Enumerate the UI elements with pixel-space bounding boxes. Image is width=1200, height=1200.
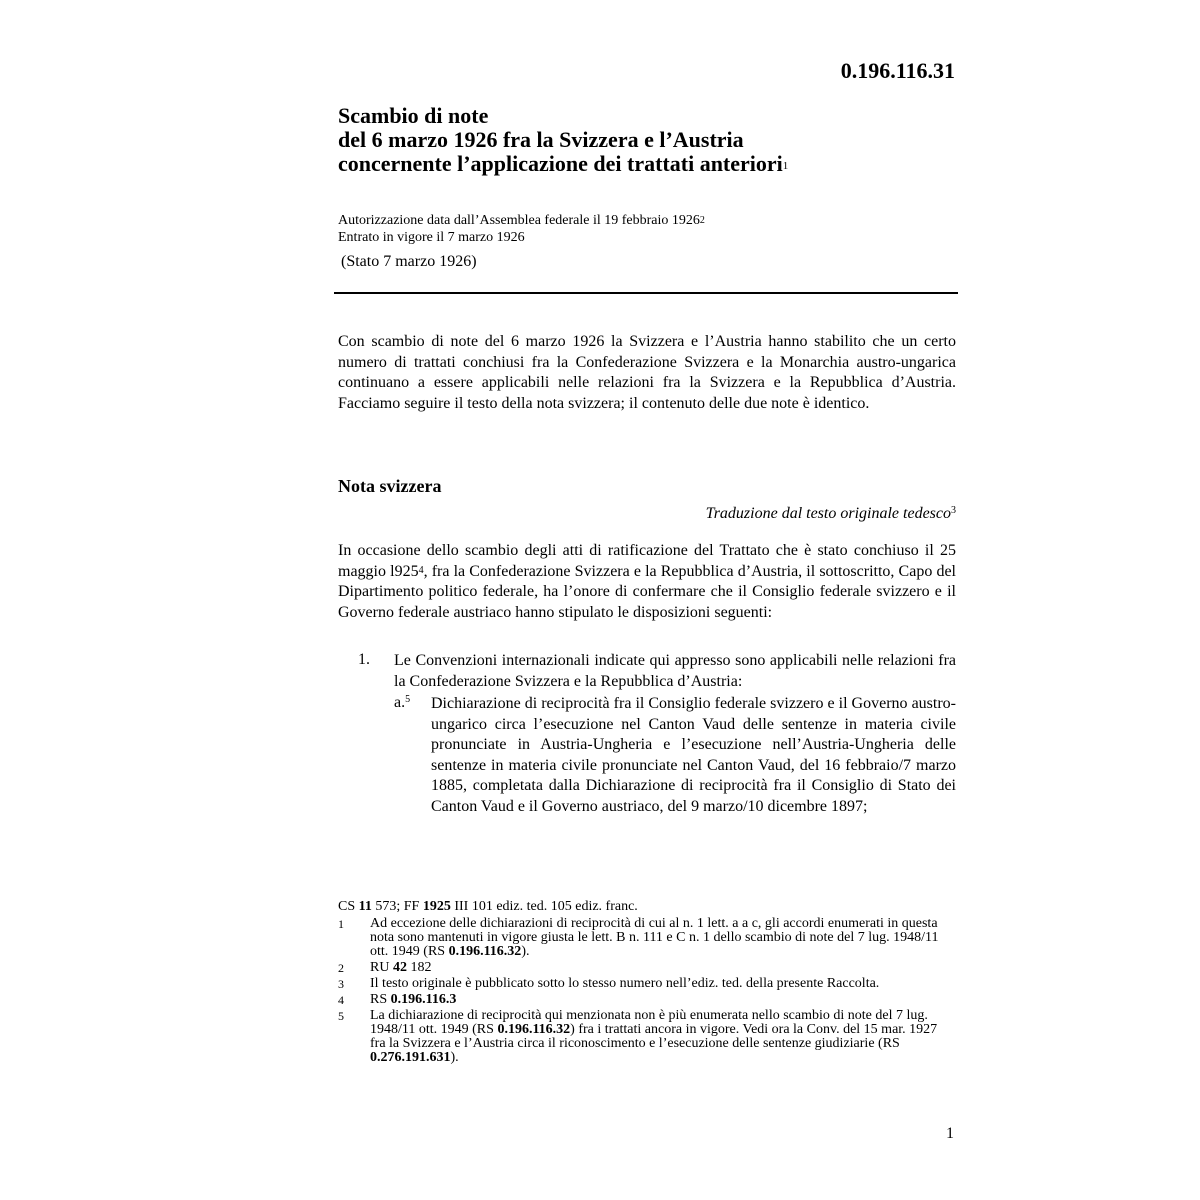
body-paragraph bbox=[338, 541, 956, 623]
item-a-letter-text: a. bbox=[394, 694, 406, 711]
footnote-reference: 0.196.116.32 bbox=[497, 1022, 571, 1037]
footnote-source bbox=[338, 900, 948, 914]
footnote-reference: 42 bbox=[392, 960, 407, 975]
footnote-2 bbox=[338, 961, 948, 975]
item-a-text: Dichiarazione di reciprocità fra il Consiglio federale svizzero e il Governo austro-ungarico circa l’esecuzione nel Canton Vaud delle sentenze in materia civile pronunciate in Austria-Ungheria e l’esecuzione nell’Austria-Ungheria delle sentenze in materia civile pronunciate nel Canton Vaud, del 16 febbraio/7 marzo 1885, completata dalla Dichiarazione di reciprocità fra il Consiglio di Stato dei Canton Vaud e il Governo austriaco, del 9 marzo/10 dicembre 1897; bbox=[431, 695, 956, 815]
item-a-letter bbox=[394, 694, 410, 712]
source-part: III 101 ediz. ted. 105 ediz. franc. bbox=[450, 899, 638, 914]
document-title bbox=[338, 104, 978, 176]
footnote-3 bbox=[338, 977, 948, 991]
footnote-ref-3[interactable]: 3 bbox=[951, 505, 956, 516]
footnote-body: Ad eccezione delle dichiarazioni di reciprocità di cui al n. 1 lett. a a c, gli accordi enumerati in questa nota sono mantenuti in vigore giusta le lett. B n. 111 e C n. 1 dello scambio di note del 7 lug. 1948/11 ott. 1949 (RS bbox=[370, 916, 939, 959]
item-1-text: Le Convenzioni internazionali indicate qui appresso sono applicabili nelle relazioni fra la Confederazione Svizzera e la Repubblica d’Austria: bbox=[394, 652, 956, 690]
footnote-number: 4 bbox=[338, 993, 344, 1007]
authorization-line bbox=[338, 212, 705, 229]
footnote-body: La dichiarazione di reciprocità qui menzionata non è più enumerata nello scambio di note del 7 lug. 1948/11 ott. 1949 (RS bbox=[370, 1008, 928, 1037]
footnote-reference: 0.196.116.3 bbox=[390, 992, 457, 1007]
footnote-body: RS bbox=[370, 992, 391, 1007]
footnote-5 bbox=[338, 1009, 948, 1065]
footnote-number: 2 bbox=[338, 961, 344, 975]
footnote-body: ) fra i trattati ancora in vigore. Vedi ora la Conv. del 15 mar. 1927 fra la Svizzera e l’Austria circa il riconoscimento e l’esecuzione delle sentenze giudiziarie (RS bbox=[370, 1022, 938, 1051]
source-part: 573; FF bbox=[371, 899, 423, 914]
footnote-1 bbox=[338, 917, 948, 959]
footnote-ref-2[interactable]: 2 bbox=[699, 215, 705, 226]
footnote-end: ). bbox=[450, 1050, 459, 1065]
title-line-2: del 6 marzo 1926 fra la Svizzera e l’Austria bbox=[338, 127, 744, 152]
source-part: CS bbox=[338, 899, 359, 914]
header-divider bbox=[334, 292, 958, 294]
intro-paragraph: Con scambio di note del 6 marzo 1926 la Svizzera e l’Austria hanno stabilito che un certo numero di trattati conchiusi fra la Confederazione Svizzera e la Monarchia austro-ungarica continuano a essere applicabili nelle relazioni fra la Svizzera e la Repubblica d’Austria. Facciamo seguire il testo della nota svizzera; il contenuto delle due note è identico. bbox=[338, 333, 956, 412]
footnote-text: Il testo originale è pubblicato sotto lo stesso numero nell’ediz. ted. della presente Raccolta. bbox=[370, 976, 880, 991]
footnote-4 bbox=[338, 993, 948, 1007]
title-line-1: Scambio di note bbox=[338, 103, 489, 128]
body-text-2: , fra la Confederazione Svizzera e la Repubblica d’Austria, il sottoscritto, Capo del Dipartimento politico federale, ha l’onore di confermare che il Consiglio federale svizzero e il Governo federale austriaco hanno stipulato le disposizioni seguenti: bbox=[338, 562, 956, 621]
footnote-reference: 0.196.116.32 bbox=[448, 944, 522, 959]
footnote-ref-4[interactable]: 4 bbox=[418, 564, 424, 576]
footnote-number: 5 bbox=[338, 1009, 344, 1023]
section-heading: Nota svizzera bbox=[338, 476, 442, 496]
page-number: 1 bbox=[946, 1125, 954, 1142]
source-year: 1925 bbox=[422, 899, 451, 914]
entry-into-force: Entrato in vigore il 7 marzo 1926 bbox=[338, 230, 525, 245]
footnote-text bbox=[370, 993, 948, 1007]
title-line-3-text: concernente l’applicazione dei trattati anteriori bbox=[338, 151, 783, 176]
footnote-text bbox=[370, 1009, 948, 1065]
footnote-text bbox=[370, 961, 948, 975]
status-line: (Stato 7 marzo 1926) bbox=[341, 253, 477, 270]
footnotes bbox=[338, 900, 948, 1067]
footnote-number: 3 bbox=[338, 977, 344, 991]
source-volume: 11 bbox=[358, 899, 372, 914]
footnote-number: 1 bbox=[338, 917, 344, 931]
translation-note bbox=[706, 505, 956, 523]
sr-number: 0.196.116.31 bbox=[840, 58, 955, 83]
footnote-text bbox=[370, 917, 948, 959]
title-line-3 bbox=[338, 152, 978, 176]
footnote-ref-5[interactable]: 5 bbox=[405, 694, 411, 705]
authorization-text: Autorizzazione data dall’Assemblea federale il 19 febbraio 1926 bbox=[338, 213, 700, 228]
footnote-end: 182 bbox=[406, 960, 432, 975]
footnote-end: ). bbox=[521, 944, 530, 959]
footnote-body: RU bbox=[370, 960, 393, 975]
body-text-1: In occasione dello scambio degli atti di ratificazione del Trattato che è stato conchiuso il 25 maggio l925 bbox=[338, 542, 956, 580]
translation-text: Traduzione dal testo originale tedesco bbox=[705, 505, 951, 522]
item-1-number: 1. bbox=[358, 651, 370, 668]
footnote-ref-1[interactable]: 1 bbox=[782, 160, 789, 172]
document-meta bbox=[338, 212, 705, 246]
footnote-reference: 0.276.191.631 bbox=[370, 1050, 451, 1065]
